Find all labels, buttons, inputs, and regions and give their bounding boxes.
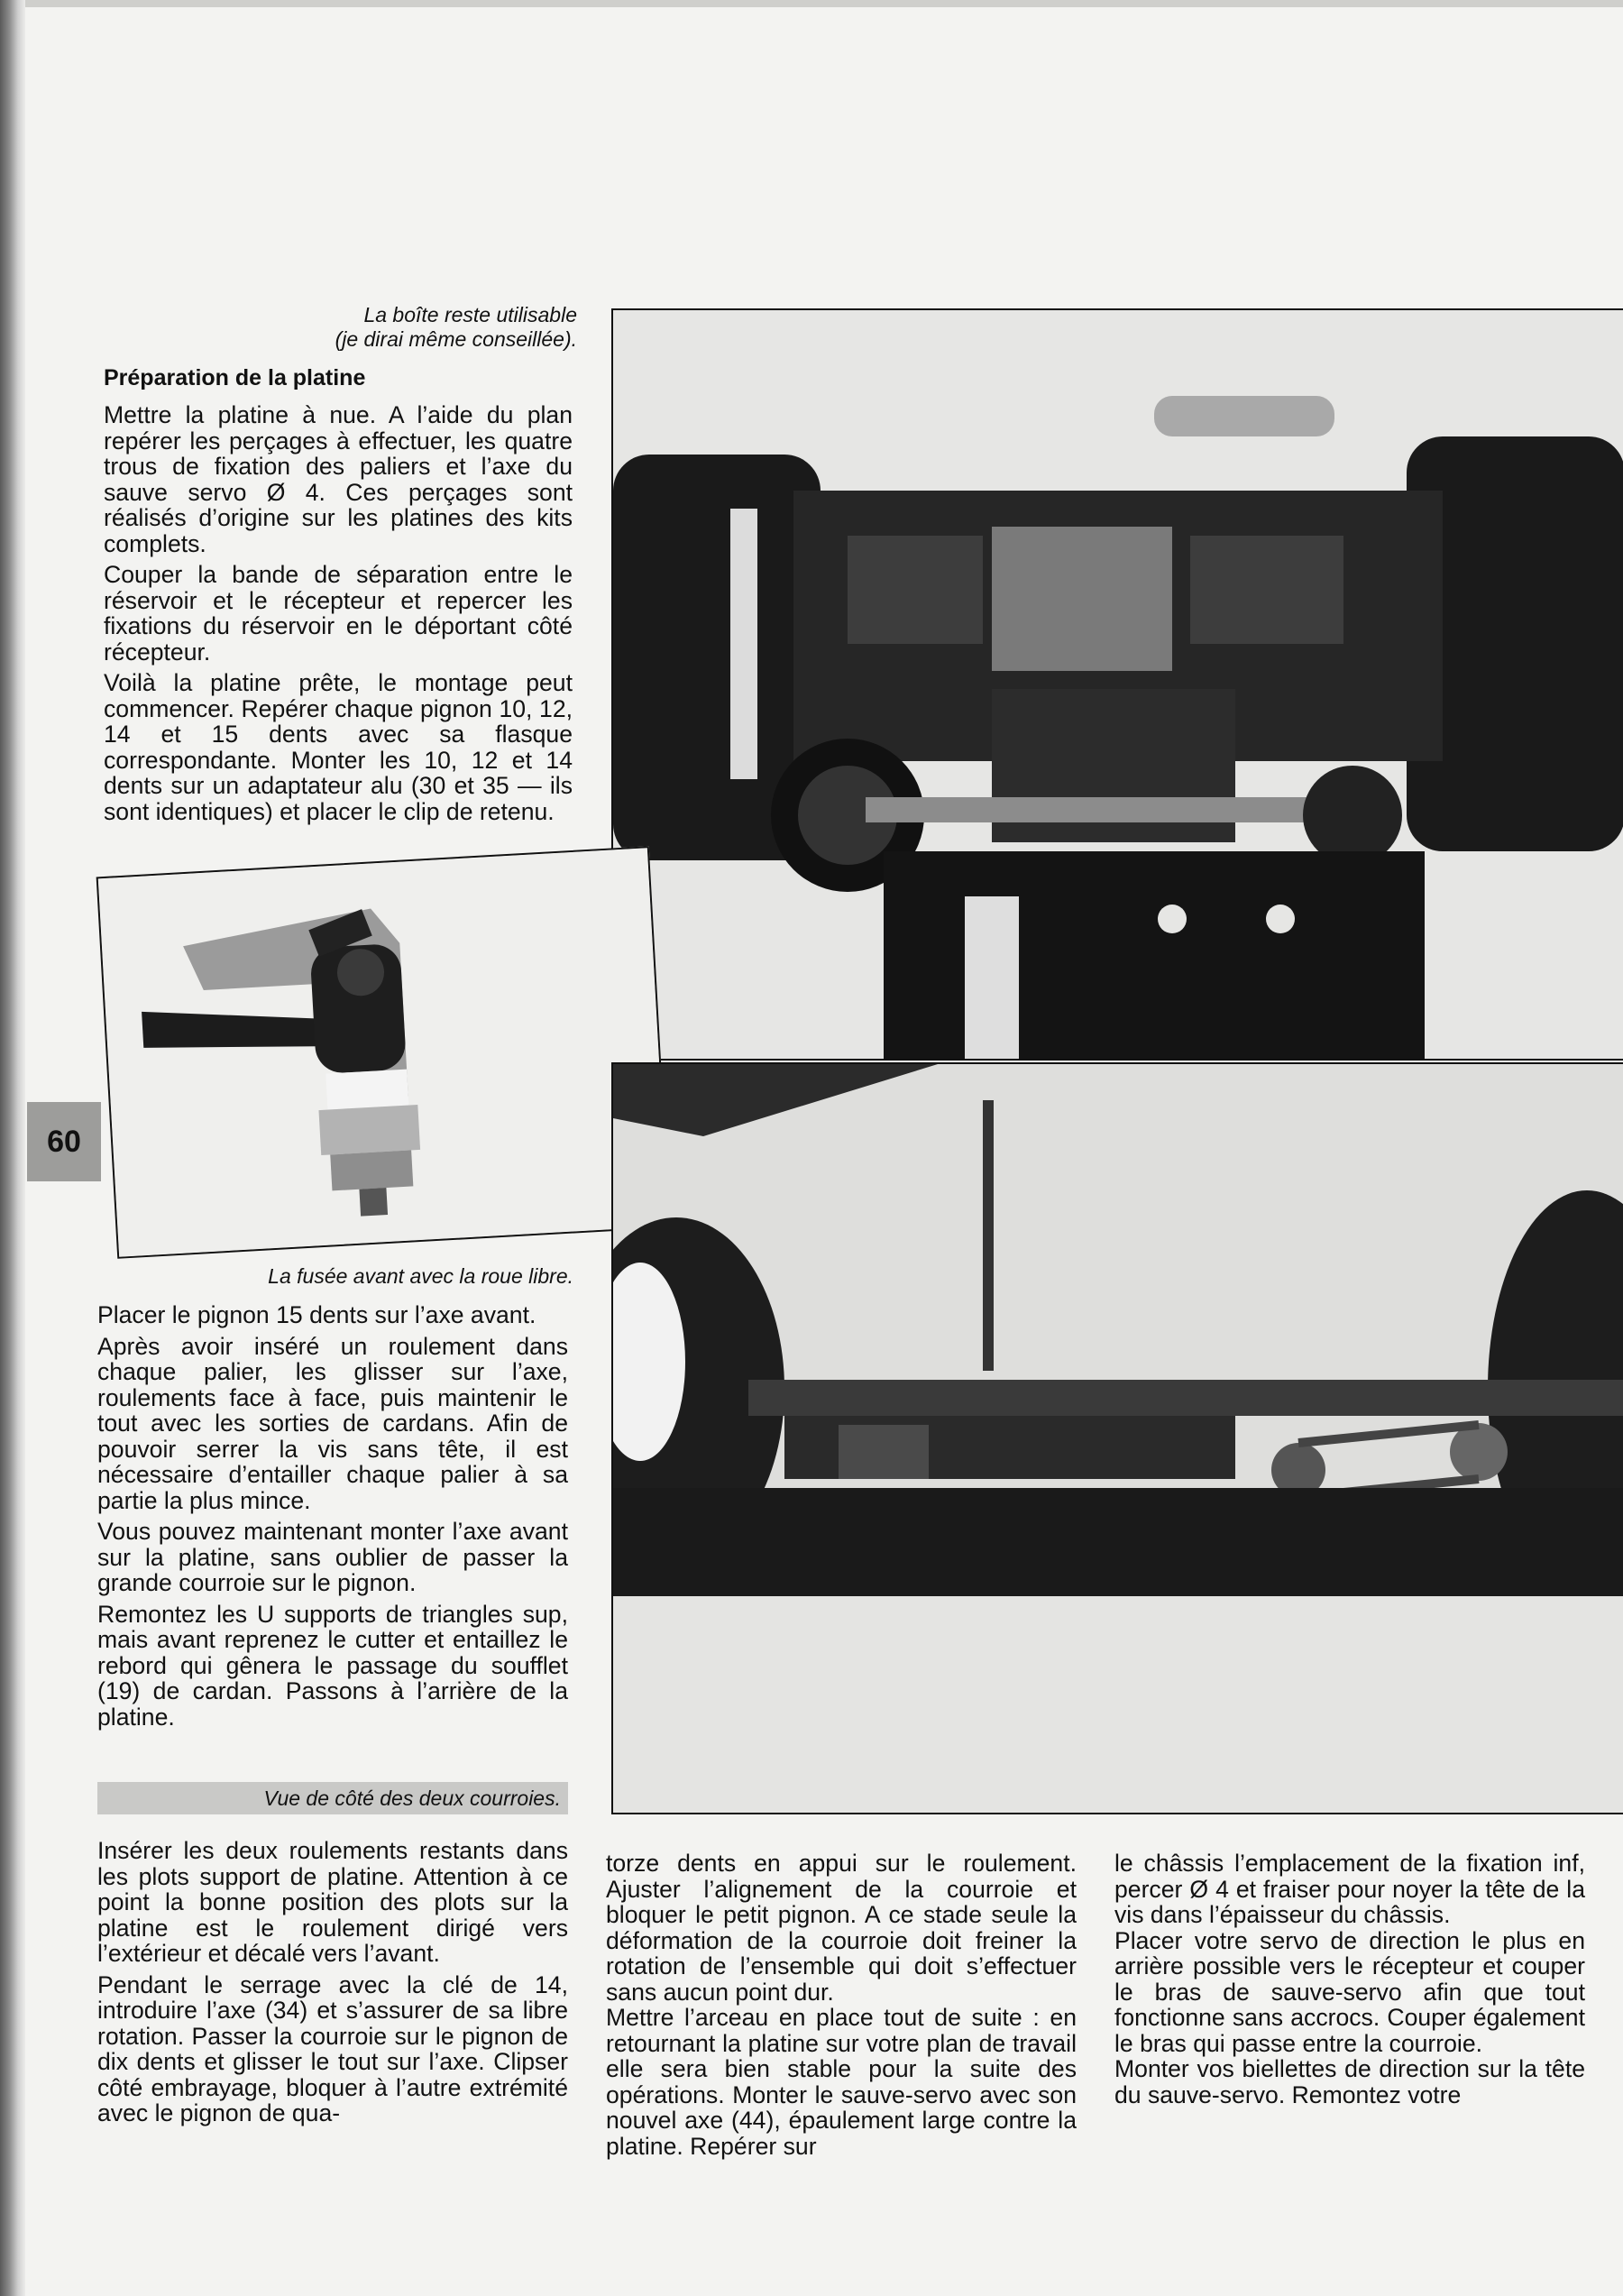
paragraph: Couper la bande de séparation entre le réservoir et le récepteur et repercer les fixations du réservoir en le déportant côté récepteur.: [104, 561, 573, 666]
paragraph: Placer votre servo de direction le plus en arrière possible vers le récepteur et couper le bras de sauve-servo afin que tout fonctionne sans accrocs. Couper également le bras qui passe entre la courroie.: [1114, 1926, 1585, 2057]
paragraph: le châssis l’emplacement de la fixation inf, percer Ø 4 et fraiser pour noyer la tête de la vis dans l’épaisseur du châssis.: [1114, 1850, 1585, 1928]
paragraph: Placer le pignon 15 dents sur l’axe avant.: [97, 1301, 536, 1328]
paragraph: Remontez les U supports de triangles sup, mais avant reprenez le cutter et entaillez le rebord qui gênera le passage du soufflet (19) de cardan. Passons à l’arrière de la platine.: [97, 1600, 568, 1731]
paragraph: Pendant le serrage avec la clé de 14, introduire l’axe (34) et s’assurer de sa libre rotation. Passer la courroie sur le pignon de dix dents et glisser le tout sur l’axe. Clipser côté embrayage, bloquer à l’autre extrémité avec le pignon de qua-: [97, 1970, 568, 2126]
paragraph: Après avoir inséré un roulement dans chaque palier, les glisser sur l’axe, roulements face à face, puis maintenir le tout avec les sorties de cardans. Afin de pouvoir serrer la vis sans tête, il est nécessaire d’entailler chaque palier à sa partie la plus mince.: [97, 1332, 568, 1514]
caption-line: (je dirai même conseillée).: [335, 327, 577, 351]
caption-line: La boîte reste utilisable: [363, 303, 577, 326]
bottom-column-3: [1114, 1851, 1585, 2108]
column-1-upper-text: [104, 402, 573, 830]
top-photo-caption: [252, 303, 577, 352]
paragraph: Insérer les deux roulements restants dans les plots support de platine. Attention à ce point la bonne position des plots sur la platine est le roulement dirigé vers l’extérieur et décalé vers l’avant.: [97, 1837, 568, 1967]
photo-side-view-belts: [611, 1062, 1623, 1814]
paragraph: Vous pouvez maintenant monter l’axe avant sur la platine, sans oublier de passer la grande courroie sur le pignon.: [97, 1518, 568, 1596]
photo-rear-axle-assembly: [611, 308, 1623, 1061]
page-binding-edge: [0, 0, 25, 2296]
section-heading: Préparation de la platine: [104, 365, 366, 390]
paragraph: Monter vos biellettes de direction sur la tête du sauve-servo. Remontez votre: [1114, 2055, 1585, 2108]
paragraph: Mettre l’arceau en place tout de suite : en retournant la platine sur votre plan de travail elle sera bien stable pour la suite des opérations. Monter le sauve-servo avec son nouvel axe (44), épaulement large contre la platine. Repérer sur: [606, 2004, 1077, 2160]
bottom-column-2: [606, 1851, 1077, 2159]
paragraph: Mettre la platine à nue. A l’aide du plan repérer les perçages à effectuer, les quatre trous de fixation des paliers et l’axe du sauve servo Ø 4. Ces perçages sont réalisés d’origine sur les platines des kits complets.: [104, 401, 573, 557]
bottom-column-1: [97, 1838, 568, 2132]
column-1-lower-text: [97, 1302, 568, 1735]
paragraph: torze dents en appui sur le roulement. Ajuster l’alignement de la courroie et bloquer le petit pignon. A ce stade seule la déformation de la courroie doit freiner la rotation de l’ensemble qui doit s’effectuer sans aucun point dur.: [606, 1850, 1077, 2006]
page-number: 60: [27, 1102, 101, 1181]
photo-front-fusee: [96, 846, 671, 1259]
side-view-caption: Vue de côté des deux courroies.: [97, 1782, 568, 1814]
paragraph: Voilà la platine prête, le montage peut commencer. Repérer chaque pignon 10, 12, 14 et 15 dents avec sa flasque correspondante. Monter les 10, 12 et 14 dents sur un adaptateur alu (30 et 35 — ils sont identiques) et placer le clip de retenu.: [104, 669, 573, 825]
fusee-caption: La fusée avant avec la roue libre.: [268, 1264, 573, 1288]
page-top-edge: [25, 0, 1623, 7]
